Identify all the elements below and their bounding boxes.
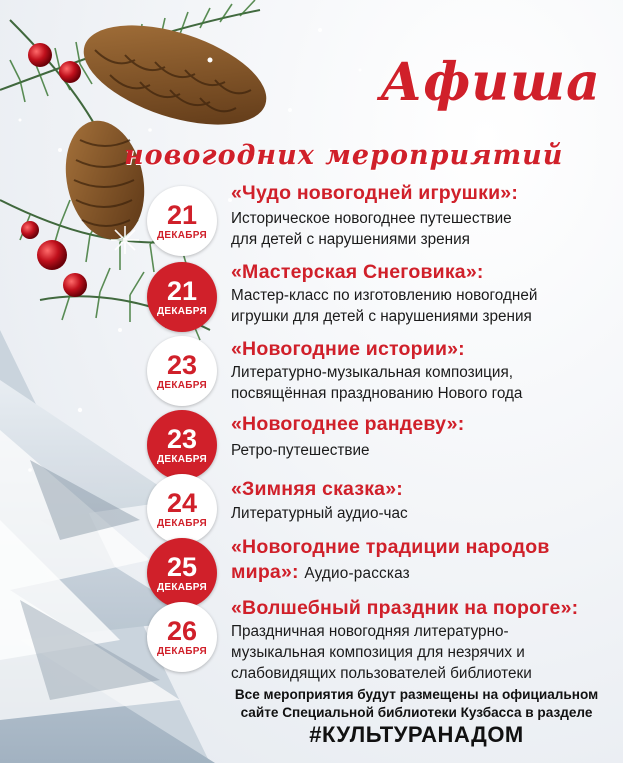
date-month: ДЕКАБРЯ [156, 229, 207, 241]
date-month: ДЕКАБРЯ [156, 453, 207, 465]
event-description-line: слабовидящих пользователей библиотеки [231, 665, 532, 682]
event-description-line: посвящённая празднованию Нового года [231, 385, 523, 402]
event-title: «Мастерская Снеговика»: [231, 261, 484, 283]
date-badge [147, 602, 217, 672]
date-day: 21 [166, 199, 198, 230]
event-description-line: музыкальная композиция для незрячих и [231, 644, 525, 661]
pine-cone-small [55, 113, 154, 246]
date-badge [147, 538, 217, 608]
event-description-line: Мастер-класс по изготовлению новогодней [231, 287, 538, 304]
event-title: «Зимняя сказка»: [231, 478, 403, 500]
date-month: ДЕКАБРЯ [156, 305, 207, 317]
date-day: 23 [166, 349, 198, 380]
page-subtitle: новогодних мероприятий [124, 140, 564, 171]
event-description [231, 621, 611, 684]
date-month: ДЕКАБРЯ [156, 517, 207, 529]
event-title: «Новогодние истории»: [231, 338, 465, 360]
event-description [231, 208, 611, 250]
event-title-continued [231, 561, 410, 584]
event-title: «Новогоднее рандеву»: [231, 413, 465, 435]
event-description-line: Литературно-музыкальная композиция, [231, 364, 513, 381]
date-badge [147, 262, 217, 332]
event-description [231, 503, 611, 524]
date-month: ДЕКАБРЯ [156, 581, 207, 593]
date-badge [147, 410, 217, 480]
event-description [231, 440, 611, 461]
date-day: 25 [166, 551, 198, 582]
date-badge [147, 336, 217, 406]
hashtag[interactable]: #КУЛЬТУРАНАДОМ [309, 722, 524, 747]
page-title: Афиша [380, 52, 601, 113]
date-badge [147, 474, 217, 544]
event-description-line: игрушки для детей с нарушениями зрения [231, 308, 532, 325]
event-description-line: Ретро-путешествие [231, 442, 370, 459]
event-description [231, 285, 611, 327]
event-description-line: Историческое новогоднее путешествие [231, 210, 512, 227]
event-title-line2: мира»: [231, 561, 299, 583]
event-description [231, 362, 611, 404]
event-title: «Чудо новогодней игрушки»: [231, 182, 519, 204]
footer-line: сайте Специальной библиотеки Кузбасса в разделе [240, 705, 593, 720]
date-day: 26 [166, 615, 198, 646]
event-description: Аудио-рассказ [304, 565, 410, 582]
date-day: 23 [166, 423, 198, 454]
date-badge [147, 186, 217, 256]
event-description-line: Праздничная новогодняя литературно- [231, 623, 509, 640]
footer-line: Все мероприятия будут размещены на официальном [234, 687, 599, 702]
event-title: «Новогодние традиции народов [231, 536, 550, 558]
footer-note [210, 686, 623, 722]
event-title: «Волшебный праздник на пороге»: [231, 597, 579, 619]
date-month: ДЕКАБРЯ [156, 645, 207, 657]
date-day: 21 [166, 275, 198, 306]
event-description-line: Литературный аудио-час [231, 505, 408, 522]
event-description-line: для детей с нарушениями зрения [231, 231, 470, 248]
date-month: ДЕКАБРЯ [156, 379, 207, 391]
date-day: 24 [166, 487, 198, 518]
